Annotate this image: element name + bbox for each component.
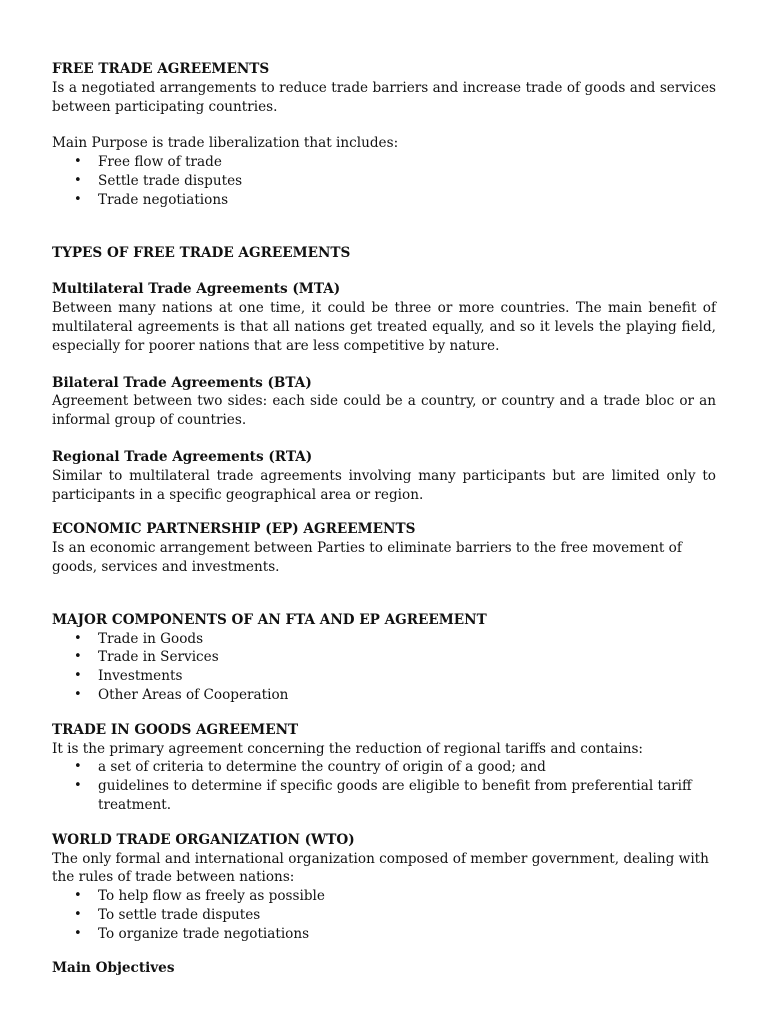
list-item: • Trade in Goods [52, 630, 716, 649]
list-item: • Trade in Services [52, 648, 716, 667]
ep-body: Is an economic arrangement between Parties to eliminate barriers to the free movement of goods, services and investments. [52, 540, 682, 575]
list-item: • Other Areas of Cooperation [52, 686, 716, 705]
list-item: • Investments [52, 667, 716, 686]
list-item: • Free flow of trade [52, 153, 716, 172]
fta-heading: FREE TRADE AGREEMENTS [52, 61, 270, 77]
types-heading: TYPES OF FREE TRADE AGREEMENTS [52, 244, 351, 261]
bta-heading: Bilateral Trade Agreements (BTA) [52, 374, 312, 391]
components-list [52, 630, 716, 705]
fta-definition: Is a negotiated arrangements to reduce trade barriers and increase trade of goods and services between participating countries. [52, 79, 716, 115]
bta-body: Agreement between two sides: each side could be a country, or country and a trade bloc or an informal group of countries. [52, 393, 716, 429]
mta-body: Between many nations at one time, it could be three or more countries. The main benefit of multilateral agreements is that all nations get treated equally, and so it levels the playing field, especially for poorer nations that are less competitive by nature. [52, 300, 716, 354]
mta-heading: Multilateral Trade Agreements (MTA) [52, 281, 341, 298]
list-item: • To settle trade disputes [52, 906, 716, 925]
wto-body: The only formal and international organization composed of member government, dealing with the rules of trade between nations: [52, 850, 709, 886]
components-heading: MAJOR COMPONENTS OF AN FTA AND EP AGREEMENT [52, 611, 487, 628]
objectives-heading: Main Objectives [52, 960, 175, 977]
document-page [52, 60, 716, 978]
goods-body: It is the primary agreement concerning the reduction of regional tariffs and contains: [52, 740, 644, 757]
list-item: • To organize trade negotiations [52, 925, 716, 944]
wto-heading: WORLD TRADE ORGANIZATION (WTO) [52, 831, 355, 848]
rta-heading: Regional Trade Agreements (RTA) [52, 448, 313, 465]
list-item: • Settle trade disputes [52, 172, 716, 191]
rta-body: Similar to multilateral trade agreements involving many participants but are limited only to participants in a specific geographical area or region. [52, 467, 716, 503]
ep-heading: ECONOMIC PARTNERSHIP (EP) AGREEMENTS [52, 521, 416, 538]
list-item: • guidelines to determine if specific goods are eligible to benefit from preferential tariff treatment. [52, 777, 716, 815]
fta-purpose-intro: Main Purpose is trade liberalization that includes: [52, 135, 399, 152]
goods-heading: TRADE IN GOODS AGREEMENT [52, 721, 299, 738]
list-item: • a set of criteria to determine the country of origin of a good; and [52, 758, 716, 777]
list-item: • Trade negotiations [52, 191, 716, 210]
wto-list [52, 887, 716, 943]
fta-purpose-list [52, 153, 716, 209]
list-item: • To help flow as freely as possible [52, 887, 716, 906]
goods-list [52, 758, 716, 814]
